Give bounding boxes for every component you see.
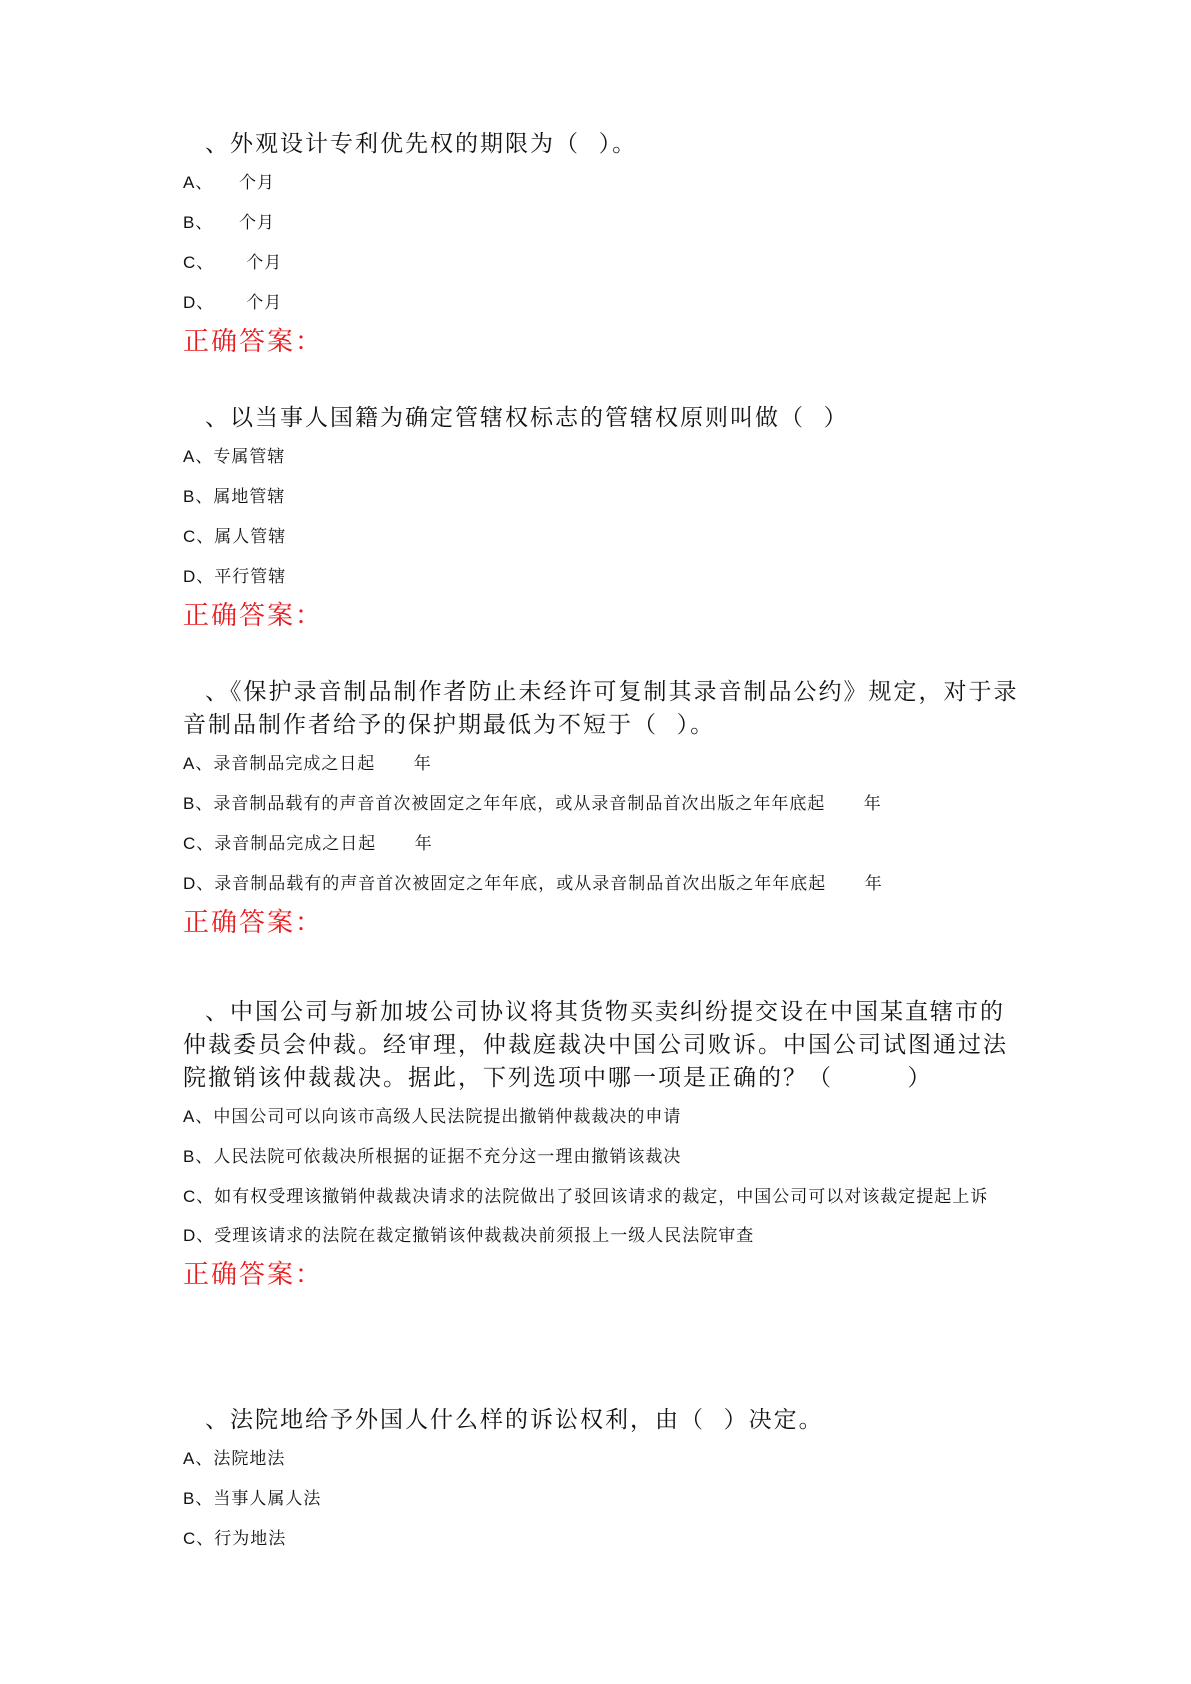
option-text: 、录音制品完成之日起 年 [196,834,433,854]
question-2 [183,402,1023,635]
option-list [183,1439,1023,1559]
answer-label: 正确答案： [183,601,324,631]
option-text: 、录音制品载有的声音首次被固定之年年底，或从录音制品首次出版之年年底起 年 [196,874,883,894]
option-letter: A [183,447,196,466]
option-c [183,243,1023,283]
option-letter: C [183,834,197,853]
option-c [183,1181,1023,1213]
option-letter: D [183,567,197,586]
option-a [183,744,1023,784]
option-letter: D [183,1226,197,1245]
option-d [183,557,1023,597]
option-letter: C [183,527,197,546]
option-text: 、行为地法 [196,1529,287,1549]
question-5 [183,1404,1023,1559]
option-letter: A [183,1107,196,1126]
option-a [183,437,1023,477]
option-letter: C [183,1529,197,1548]
option-letter: B [183,794,196,813]
option-letter: B [183,487,196,506]
question-4 [183,996,1023,1294]
option-letter: B [183,213,196,232]
option-b [183,203,1023,243]
option-list [183,1097,1023,1256]
option-text: 、如有权受理该撤销仲裁裁决请求的法院做出了驳回该请求的裁定，中国公司可以对该裁定提起上诉 [196,1187,989,1207]
option-c [183,1519,1023,1559]
option-text: 、法院地法 [195,1449,286,1469]
option-b [183,1137,1023,1177]
option-letter: B [183,1147,196,1166]
option-text: 、 个月 [196,293,283,313]
option-text: 、当事人属人法 [195,1489,322,1509]
option-letter: A [183,1449,196,1468]
answer-label: 正确答案： [183,327,324,357]
answer-label: 正确答案： [183,1260,324,1290]
option-letter: C [183,1187,197,1206]
option-text: 、录音制品完成之日起 年 [195,754,432,774]
option-text: 、专属管辖 [195,447,286,467]
option-text: 、中国公司可以向该市高级人民法院提出撤销仲裁裁决的申请 [195,1107,682,1127]
question-stem: 、中国公司与新加坡公司协议将其货物买卖纠纷提交设在中国某直辖市的仲裁委员会仲裁。经审理，仲裁庭裁决中国公司败诉。中国公司试图通过法院撤销该仲裁裁决。据此，下列选项中哪一项是正确的？（ ） [183,999,1008,1091]
option-letter: D [183,874,197,893]
answer-label: 正确答案： [183,908,324,938]
option-c [183,517,1023,557]
question-stem: 、法院地给予外国人什么样的诉讼权利，由（ ）决定。 [205,1407,824,1433]
question-3 [183,676,1023,942]
option-text: 、属地管辖 [195,487,286,507]
option-text: 、 个月 [195,173,275,193]
option-c [183,824,1023,864]
question-stem: 、《保护录音制品制作者防止未经许可复制其录音制品公约》规定，对于录音制品制作者给予的保护期最低为不短于（ ）。 [183,679,1019,738]
option-letter: A [183,754,196,773]
option-text: 、 个月 [195,213,275,233]
option-text: 、平行管辖 [196,567,287,587]
option-letter: C [183,253,197,272]
option-list [183,437,1023,597]
option-b [183,1479,1023,1519]
option-list [183,163,1023,323]
option-d [183,1216,1023,1256]
option-a [183,163,1023,203]
option-b [183,477,1023,517]
question-1 [183,128,1023,361]
option-b [183,784,1023,824]
option-letter: D [183,293,197,312]
option-text: 、属人管辖 [196,527,287,547]
option-text: 、受理该请求的法院在裁定撤销该仲裁裁决前须报上一级人民法院审查 [196,1226,755,1246]
option-letter: B [183,1489,196,1508]
option-text: 、录音制品载有的声音首次被固定之年年底，或从录音制品首次出版之年年底起 年 [195,794,882,814]
question-stem: 、以当事人国籍为确定管辖权标志的管辖权原则叫做（ ） [205,405,849,431]
option-text: 、人民法院可依裁决所根据的证据不充分这一理由撤销该裁决 [195,1147,682,1167]
option-letter: A [183,173,196,192]
option-text: 、 个月 [196,253,283,273]
option-d [183,864,1023,904]
option-d [183,283,1023,323]
question-stem: 、外观设计专利优先权的期限为（ ）。 [205,131,638,157]
option-list [183,744,1023,904]
option-a [183,1097,1023,1137]
option-a [183,1439,1023,1479]
